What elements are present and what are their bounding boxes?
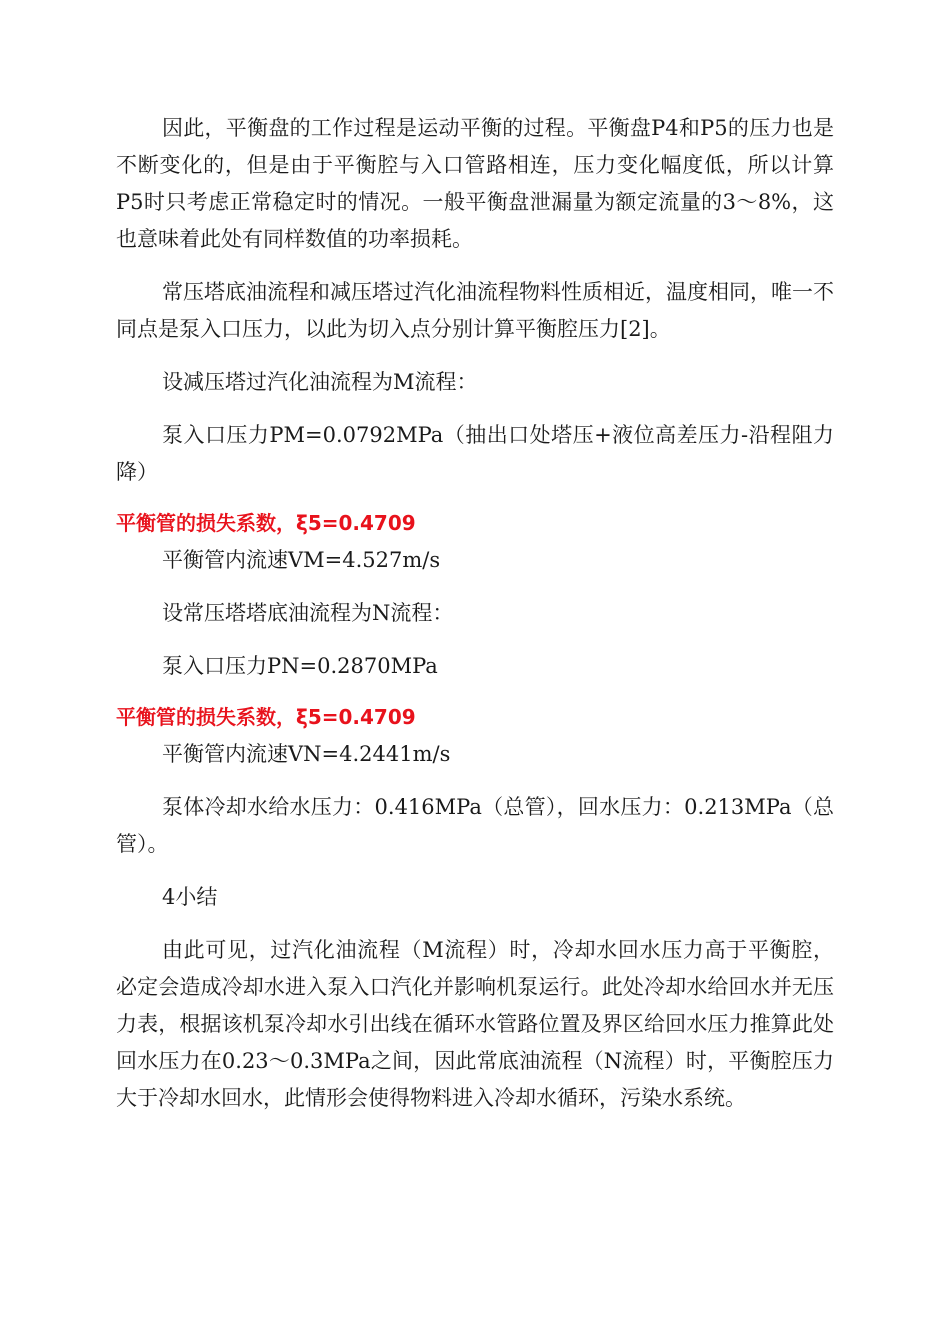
paragraph-vn-velocity: 平衡管内流速VN=4.2441m/s bbox=[162, 742, 451, 766]
paragraph-vm-velocity: 平衡管内流速VM=4.527m/s bbox=[162, 548, 441, 572]
document-body bbox=[116, 110, 834, 1117]
paragraph-flow-comparison: 常压塔底油流程和减压塔过汽化油流程物料性质相近，温度相同，唯一不同点是泵入口压力，以此为切入点分别计算平衡腔压力[2]。 bbox=[116, 280, 834, 341]
paragraph-pn-pressure: 泵入口压力PN=0.2870MPa bbox=[162, 654, 438, 678]
highlight-loss-coefficient-m: 平衡管的损失系数，ξ5=0.4709 bbox=[116, 511, 416, 535]
paragraph-pm-pressure: 泵入口压力PM=0.0792MPa（抽出口处塔压+液位高差压力-沿程阻力降） bbox=[116, 423, 834, 484]
paragraph-m-flow-intro: 设减压塔过汽化油流程为M流程： bbox=[162, 370, 478, 394]
paragraph-conclusion: 由此可见，过汽化油流程（M流程）时，冷却水回水压力高于平衡腔，必定会造成冷却水进入泵入口汽化并影响机泵运行。此处冷却水给回水并无压力表，根据该机泵冷却水引出线在循环水管路位置及界区给回水压力推算此处回水压力在0.23～0.3MPa之间，因此常底油流程（N流程）时，平衡腔压力大于冷却水回水，此情形会使得物料进入冷却水循环，污染水系统。 bbox=[116, 938, 834, 1110]
paragraph-balance-disc-process: 因此，平衡盘的工作过程是运动平衡的过程。平衡盘P4和P5的压力也是不断变化的，但是由于平衡腔与入口管路相连，压力变化幅度低，所以计算P5时只考虑正常稳定时的情况。一般平衡盘泄漏量为额定流量的3～8%，这也意味着此处有同样数值的功率损耗。 bbox=[116, 116, 834, 251]
paragraph-cooling-water-pressure: 泵体冷却水给水压力：0.416MPa（总管），回水压力：0.213MPa（总管）。 bbox=[116, 795, 834, 856]
paragraph-n-flow-intro: 设常压塔塔底油流程为N流程： bbox=[162, 601, 454, 625]
section-heading-summary: 4小结 bbox=[162, 885, 218, 909]
highlight-loss-coefficient-n: 平衡管的损失系数，ξ5=0.4709 bbox=[116, 705, 416, 729]
